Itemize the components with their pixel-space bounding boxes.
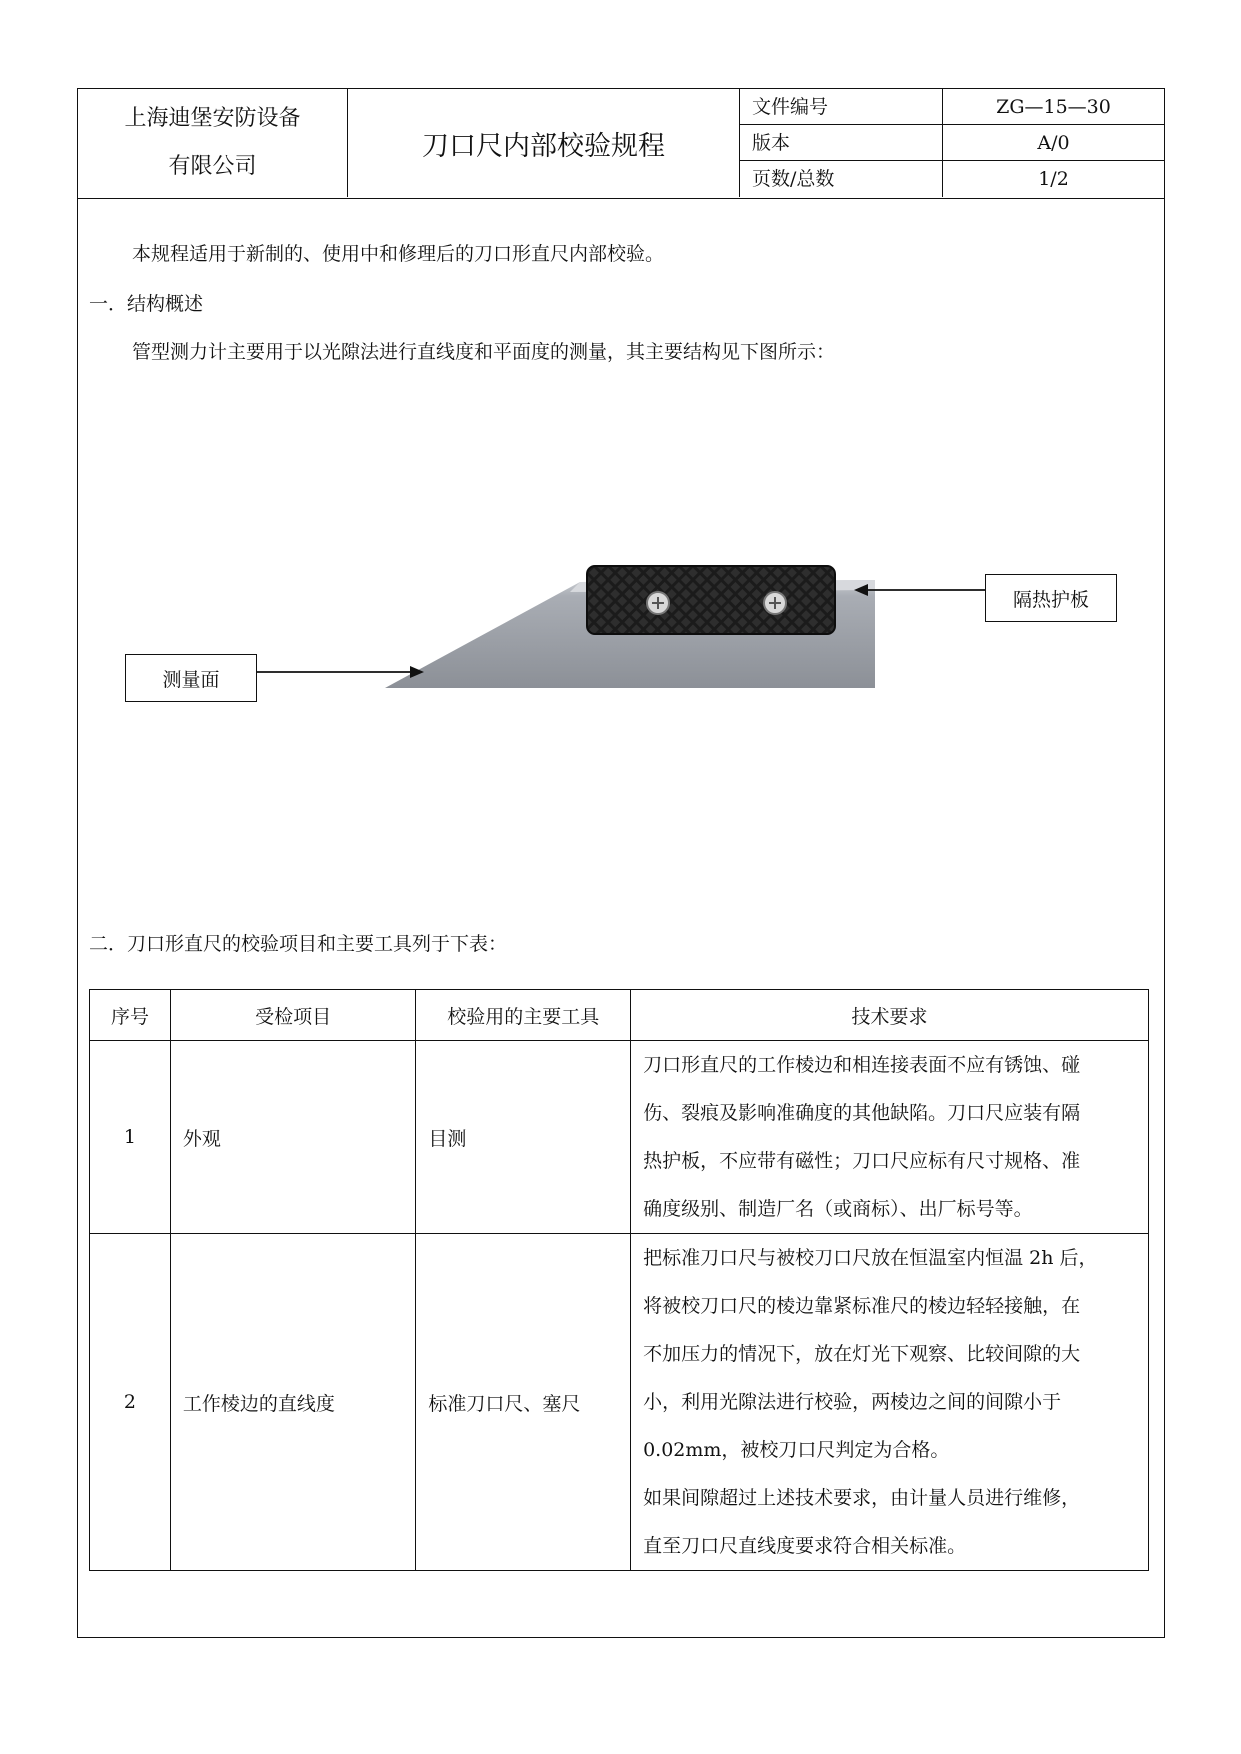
requirement-line: 把标准刀口尺与被校刀口尺放在恒温室内恒温 2h 后， [643,1247,1098,1269]
table-row [90,1234,1149,1571]
column-header: 序号 [90,990,171,1041]
meta-label: 版本 [752,132,791,154]
row-tool: 标准刀口尺、塞尺 [416,1234,631,1571]
company-line-1: 上海迪堡安防设备 [124,106,301,131]
row-index: 2 [90,1234,171,1571]
intro-paragraph: 本规程适用于新制的、使用中和修理后的刀口形直尺内部校验。 [132,243,665,265]
meta-value: A/0 [1037,132,1070,154]
meta-value: 1/2 [1038,168,1069,190]
requirement-line: 刀口形直尺的工作棱边和相连接表面不应有锈蚀、碰 [643,1054,1081,1076]
section-1-heading: 一．结构概述 [89,293,204,315]
meta-label: 页数/总数 [752,168,835,190]
row-item: 工作棱边的直线度 [170,1234,416,1571]
requirement-line: 直至刀口尺直线度要求符合相关标准。 [643,1535,967,1557]
requirement-line: 0.02mm，被校刀口尺判定为合格。 [643,1439,950,1461]
column-header: 技术要求 [631,990,1149,1041]
requirement-line: 不加压力的情况下，放在灯光下观察、比较间隙的大 [643,1343,1081,1365]
meta-value: ZG—15—30 [996,96,1111,118]
requirement-line: 小，利用光隙法进行校验，两棱边之间的间隙小于 [643,1391,1062,1413]
callout-measuring-face: 测量面 [125,654,257,702]
section-2-heading: 二．刀口形直尺的校验项目和主要工具列于下表： [89,933,508,955]
table-row [90,1041,1149,1234]
requirement-line: 热护板，不应带有磁性；刀口尺应标有尺寸规格、准 [643,1150,1081,1172]
document-title: 刀口尺内部校验规程 [348,89,740,197]
requirement-line: 如果间隙超过上述技术要求，由计量人员进行维修， [643,1487,1081,1509]
row-index: 1 [90,1041,171,1234]
requirement-line: 确度级别、制造厂名（或商标）、出厂标号等。 [643,1198,1033,1220]
row-item: 外观 [170,1041,416,1234]
row-tool: 目测 [416,1041,631,1234]
meta-row-version [740,125,1164,161]
column-header: 校验用的主要工具 [416,990,631,1041]
row-requirement [631,1041,1149,1234]
column-header: 受检项目 [170,990,416,1041]
section-1-text: 管型测力计主要用于以光隙法进行直线度和平面度的测量，其主要结构见下图所示： [132,341,836,363]
table-header-row [90,990,1149,1041]
requirement-line: 伤、裂痕及影响准确度的其他缺陷。刀口尺应装有隔 [643,1102,1081,1124]
inspection-table [89,989,1149,1571]
document-header [78,89,1164,199]
company-line-2: 有限公司 [168,154,257,179]
company-name [78,89,348,197]
document-meta [740,89,1164,197]
row-requirement [631,1234,1149,1571]
callout-heat-guard: 隔热护板 [985,574,1117,622]
meta-row-doc-number [740,89,1164,125]
requirement-line: 将被校刀口尺的棱边靠紧标准尺的棱边轻轻接触，在 [643,1295,1081,1317]
meta-row-pages [740,161,1164,197]
meta-label: 文件编号 [752,96,829,118]
